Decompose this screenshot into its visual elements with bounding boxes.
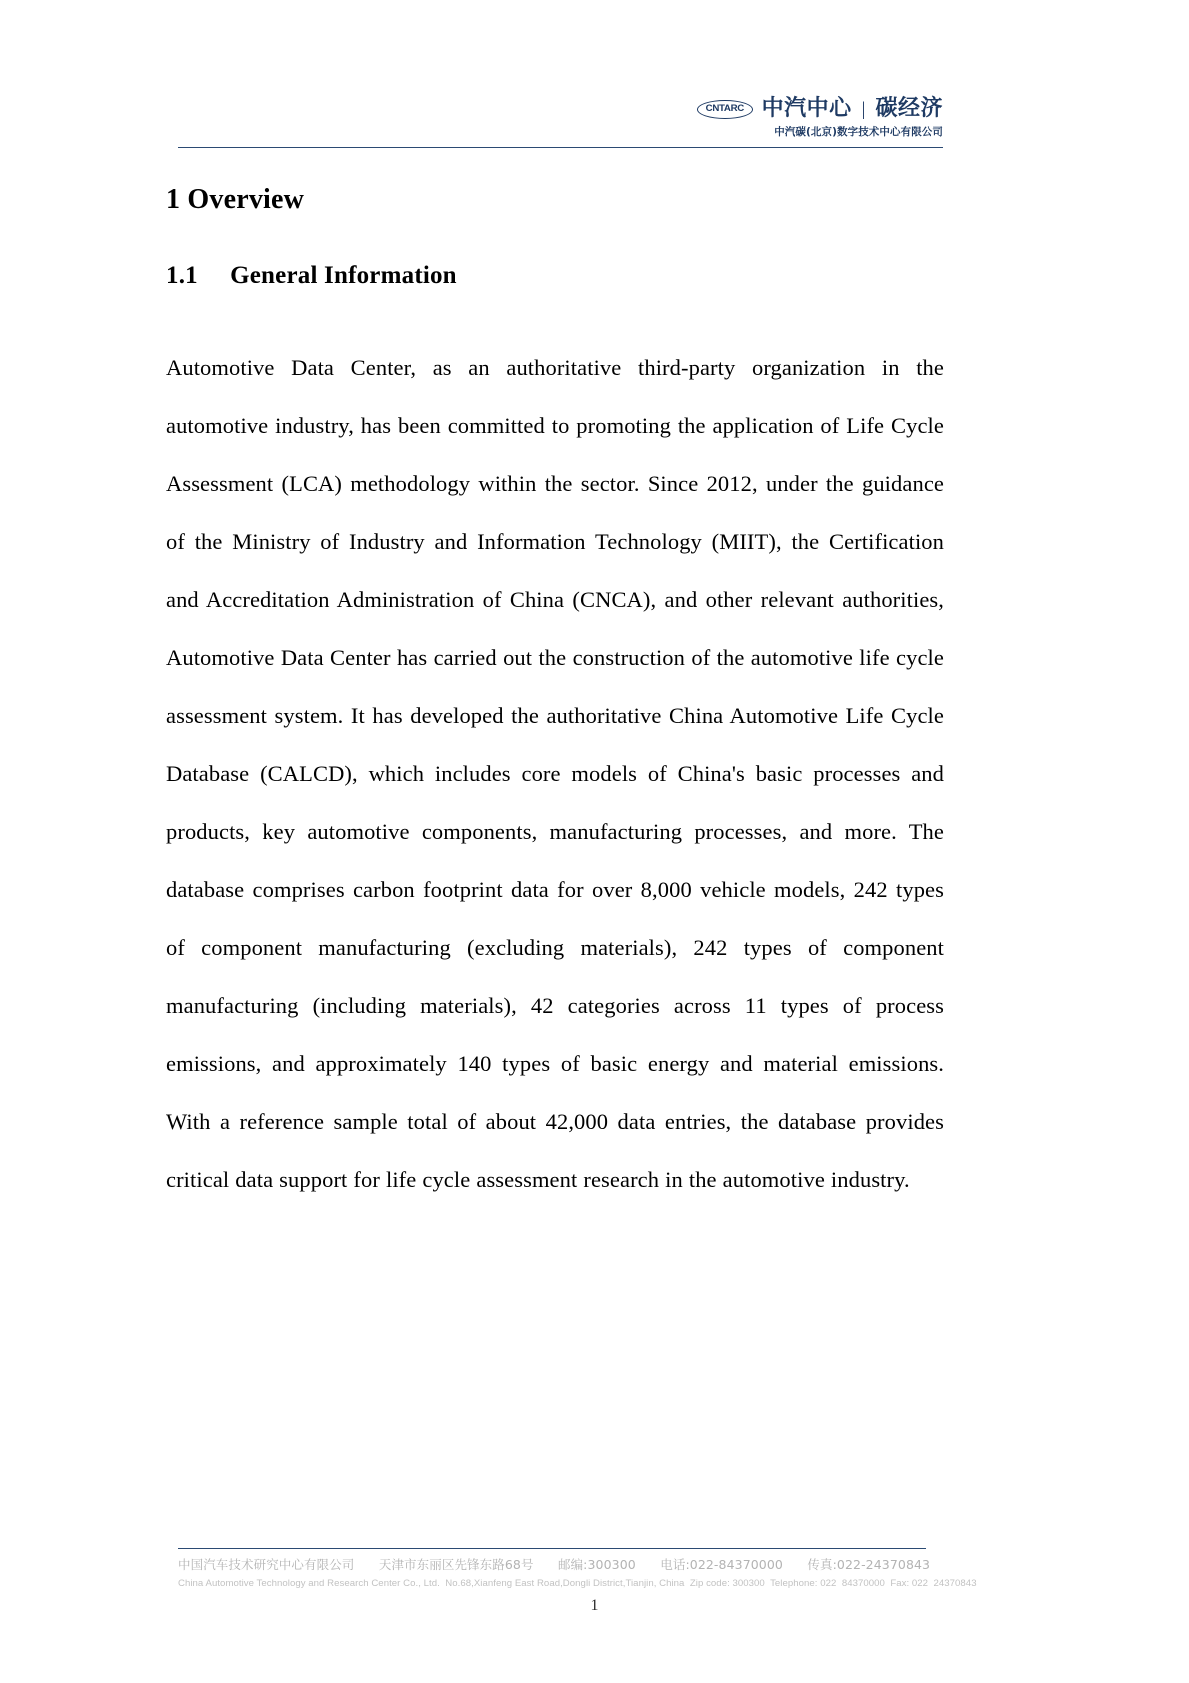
logo-primary-row	[697, 96, 943, 122]
cntarc-oval-icon	[697, 100, 753, 119]
logo-mark-label: CNTARC	[705, 103, 744, 115]
subsection-heading: 1.1 General Information	[166, 262, 457, 290]
logo-subtitle: 中汽碳(北京)数字技术中心有限公司	[774, 126, 943, 138]
document-content	[166, 182, 944, 1209]
heading-spacer-1	[166, 218, 944, 260]
logo-title-left: 中汽中心	[761, 96, 852, 121]
logo-divider: |	[861, 98, 866, 120]
page-number: 1	[590, 1597, 599, 1614]
company-logo	[697, 96, 943, 138]
header-divider-rule	[178, 147, 943, 148]
body-paragraph: Automotive Data Center, as an authoritative third-party organization in the automotive industry, has been committed to promoting the application of Life Cycle Assessment (LCA) methodology within the sector. Since 2012, under the guidance of the Ministry of Industry and Information Technology (MIIT), the Certification and Accreditation Administration of China (CNCA), and other relevant authorities, Automotive Data Center has carried out the construction of the automotive life cycle assessment system. It has developed the authoritative China Automotive Life Cycle Database (CALCD), which includes core models of China's basic processes and products, key automotive components, manufacturing processes, and more. The database comprises carbon footprint data for over 8,000 vehicle models, 242 types of component manufacturing (excluding materials), 242 types of component manufacturing (including materials), 42 categories across 11 types of process emissions, and approximately 140 types of basic energy and material emissions. With a reference sample total of about 42,000 data entries, the database provides critical data support for life cycle assessment research in the automotive industry.	[166, 354, 944, 1192]
page-title: 1 Overview	[166, 184, 305, 215]
page-header	[178, 96, 943, 148]
logo-title-right: 碳经济	[875, 96, 943, 121]
footer-contact-chinese: 中国汽车技术研究中心有限公司 天津市东丽区先锋东路68号 邮编:300300 电话:022-84370000 传真:022-24370843	[178, 1557, 931, 1572]
footer-contact-english: China Automotive Technology and Research Center Co., Ltd. No.68,Xianfeng East Road,Dongli District,Tianjin, China Zip code: 300300 Telephone: 022 84370000 Fax: 022 24370843	[178, 1577, 977, 1589]
footer-divider-rule	[178, 1548, 926, 1549]
page-footer	[178, 1556, 977, 1591]
heading-spacer-2	[166, 293, 944, 339]
